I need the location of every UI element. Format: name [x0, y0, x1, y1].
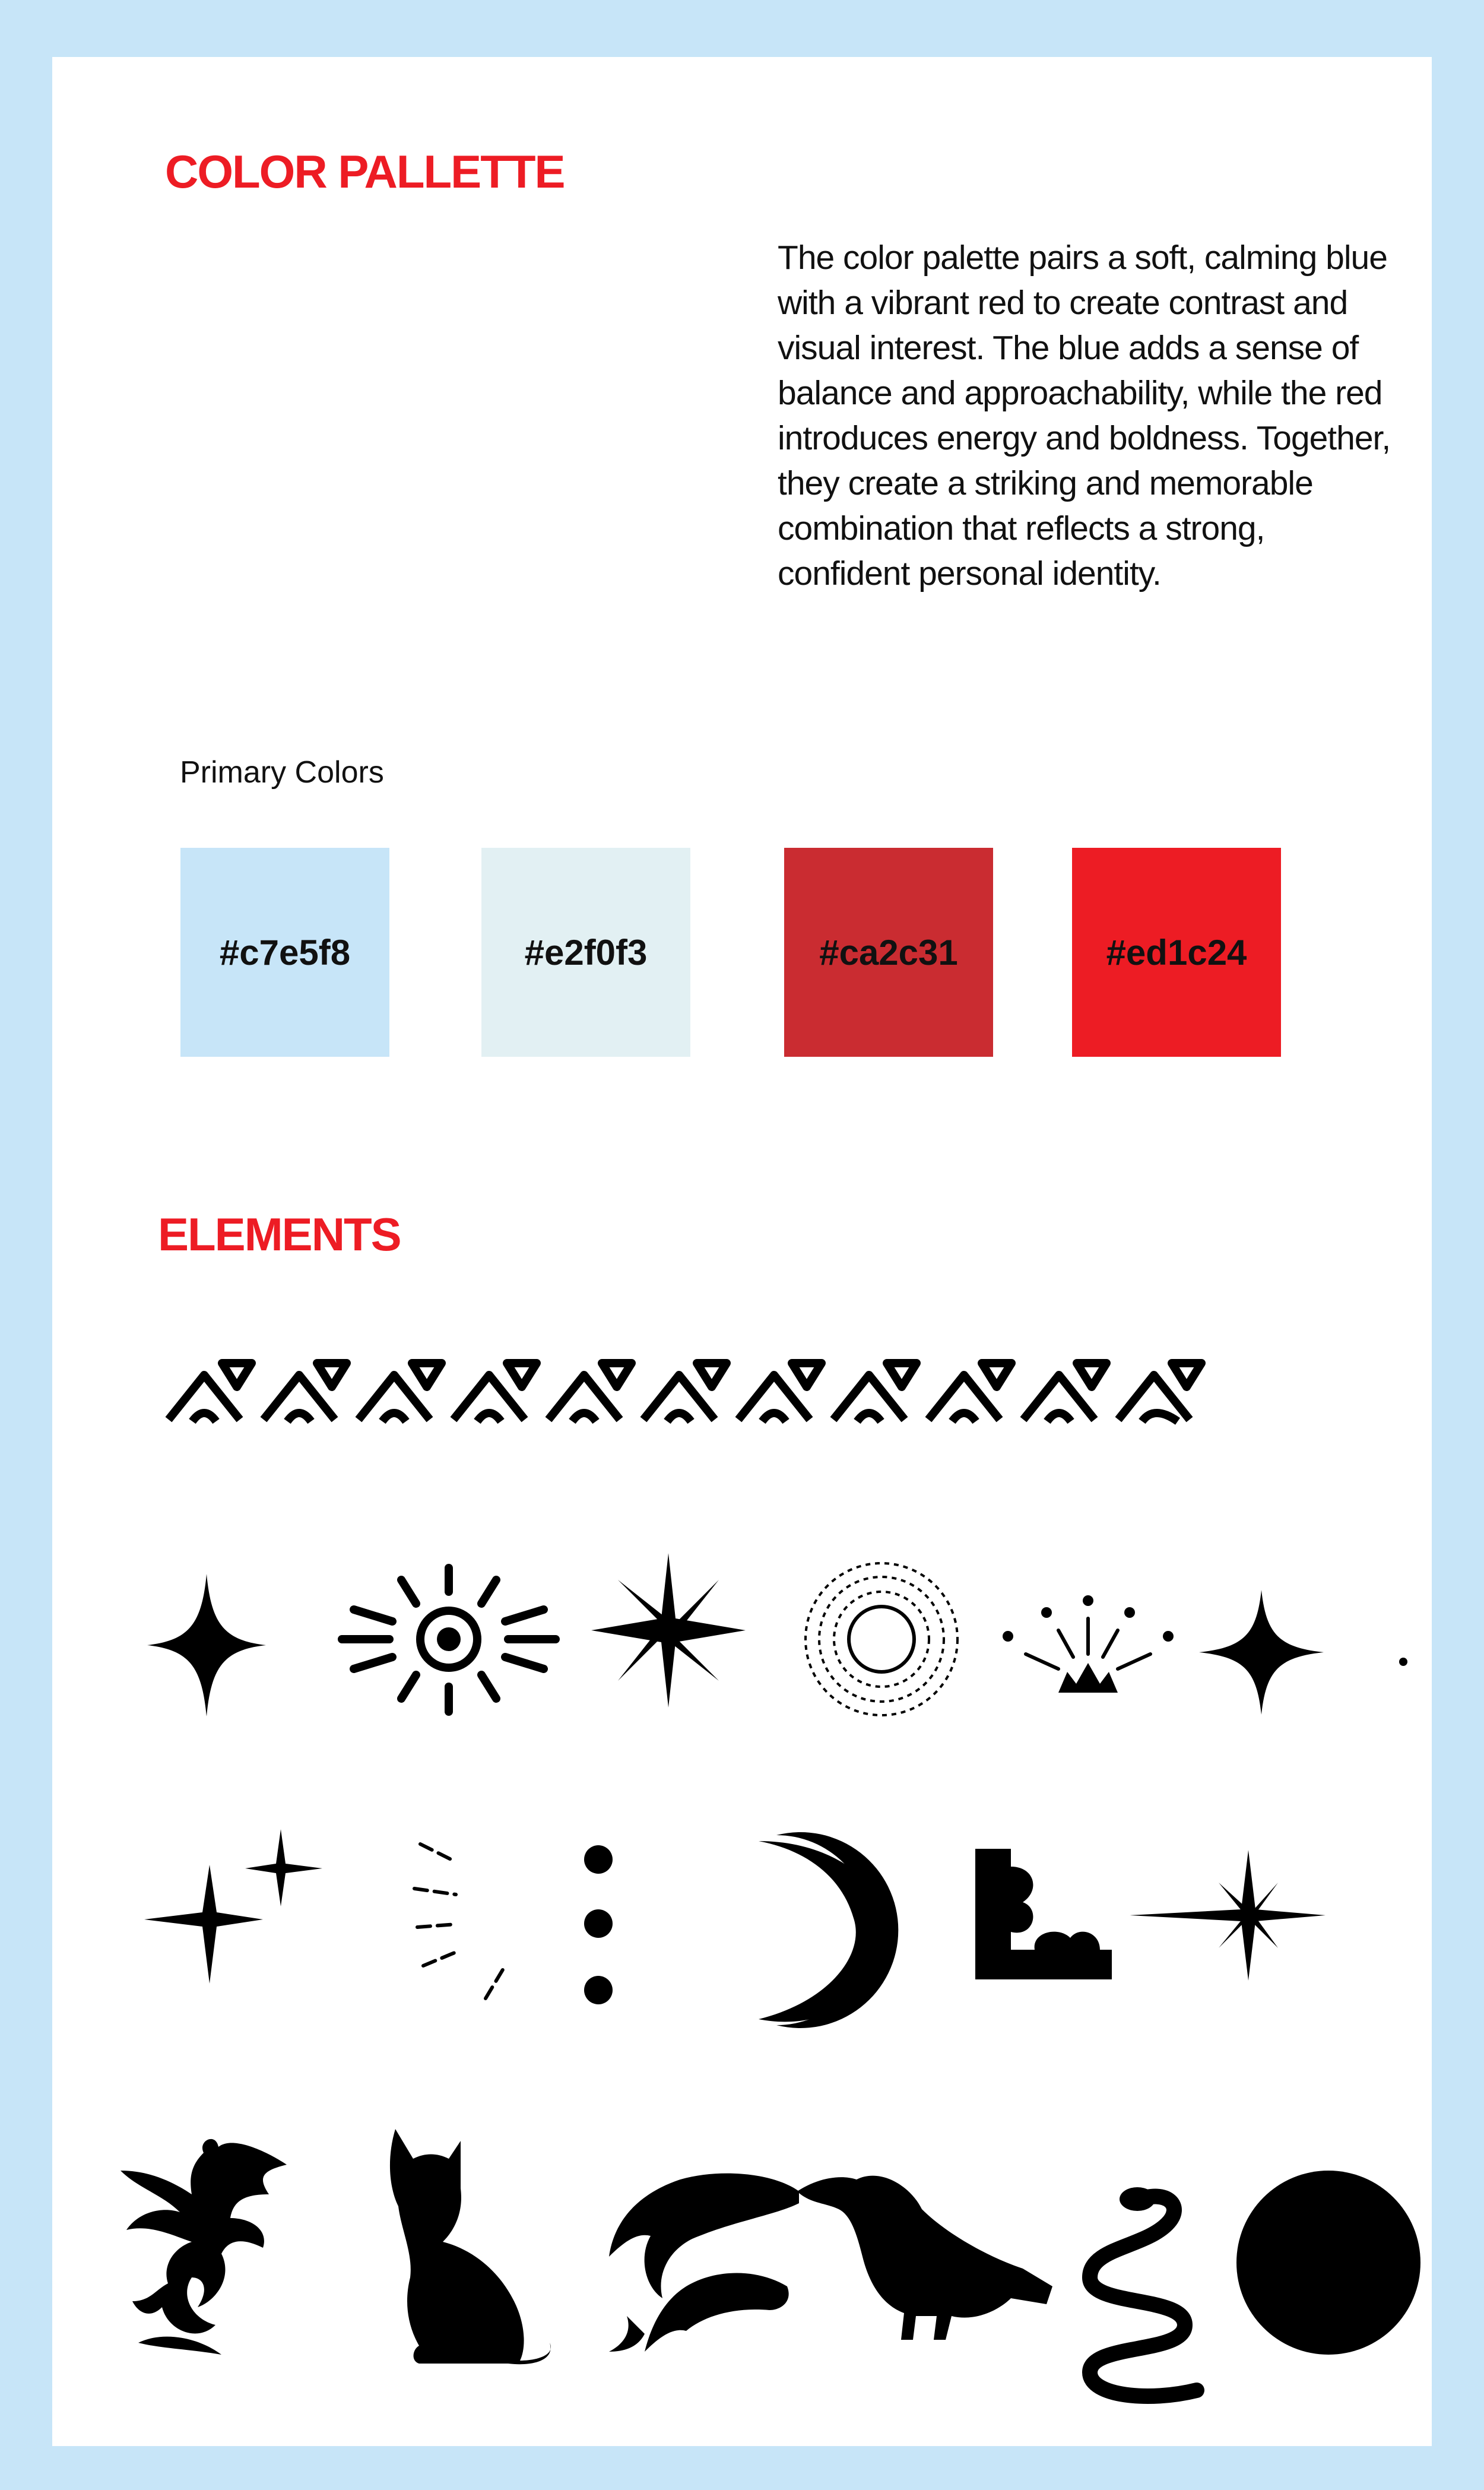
sun-eye-icon [336, 1556, 562, 1722]
owl-moon-icon [1234, 2168, 1423, 2364]
swatch-dark-red [784, 848, 993, 1057]
sunrise-icon [1002, 1589, 1174, 1696]
ornamental-corner-icon [975, 1849, 1112, 1979]
elements-heading: ELEMENTS [158, 1208, 401, 1260]
tribal-border-pattern [169, 1351, 1242, 1428]
swatch-light-blue [180, 848, 389, 1057]
phoenix-icon [115, 2129, 293, 2361]
dash-lines-icon [391, 1832, 527, 2010]
crow-icon [797, 2168, 1052, 2340]
brand-sheet [52, 57, 1432, 2446]
swatch-bright-red [1072, 848, 1281, 1057]
four-point-star-icon [1199, 1590, 1324, 1715]
twin-sparkle-icon [144, 1829, 322, 1984]
cat-silhouette-icon [378, 2123, 556, 2367]
swatch-hex-label: #ed1c24 [1106, 932, 1247, 972]
three-dots-icon [578, 1842, 619, 2008]
swatch-hex-label: #c7e5f8 [219, 932, 351, 972]
snake-icon [1066, 2182, 1209, 2408]
swatch-pale-blue [481, 848, 690, 1057]
swatch-hex-label: #ca2c31 [819, 932, 958, 972]
color-pallette-heading: COLOR PALLETTE [165, 145, 565, 198]
four-point-star-icon [147, 1574, 266, 1716]
palette-description: The color palette pairs a soft, calming blue with a vibrant red to create contrast and visual interest. The blue adds a sense of balance and approachability, while the red introduces energy and boldness. Together, they create a striking and memorable combination that reflects a strong, confident personal identity. [778, 239, 1391, 593]
small-dot-icon [1399, 1657, 1408, 1667]
long-star-icon [1130, 1850, 1326, 1981]
primary-colors-label: Primary Colors [180, 755, 384, 790]
crescent-moon-icon [723, 1829, 895, 2031]
swatch-hex-label: #e2f0f3 [524, 932, 648, 972]
dolphins-icon [603, 2168, 805, 2358]
eight-point-star-icon [591, 1553, 746, 1707]
dotted-sun-icon [801, 1559, 962, 1719]
